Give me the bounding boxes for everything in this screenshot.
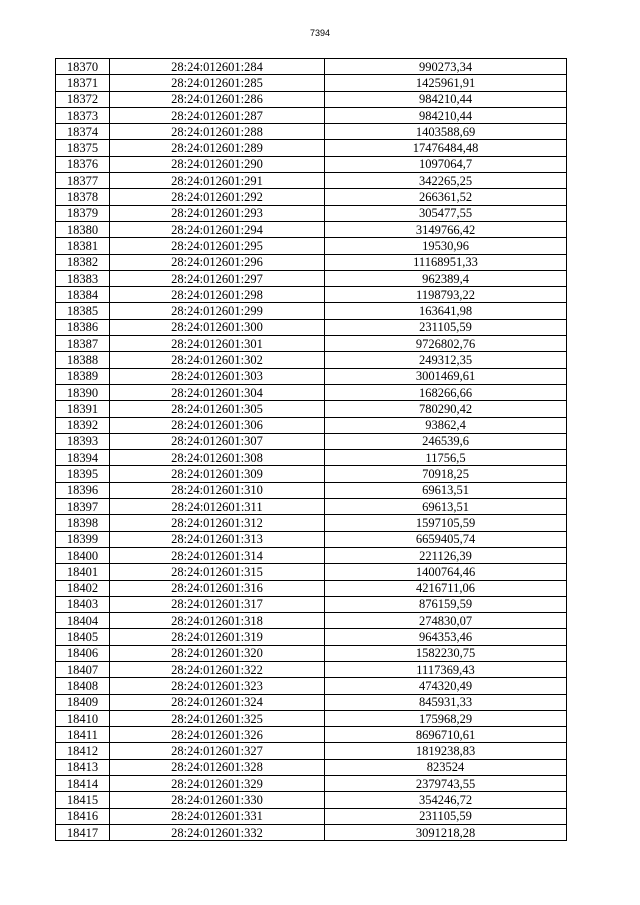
- cadastral-number-cell: 28:24:012601:302: [110, 352, 325, 368]
- cadastral-number-cell: 28:24:012601:324: [110, 694, 325, 710]
- value-cell: 1425961,91: [325, 75, 567, 91]
- row-number-cell: 18377: [56, 173, 110, 189]
- value-cell: 964353,46: [325, 629, 567, 645]
- cadastral-number-cell: 28:24:012601:299: [110, 303, 325, 319]
- value-cell: 69613,51: [325, 482, 567, 498]
- cadastral-number-cell: 28:24:012601:285: [110, 75, 325, 91]
- value-cell: 17476484,48: [325, 140, 567, 156]
- value-cell: 93862,4: [325, 417, 567, 433]
- table-row: [56, 173, 567, 189]
- table-row: [56, 824, 567, 840]
- table-row: [56, 792, 567, 808]
- row-number-cell: 18398: [56, 515, 110, 531]
- value-cell: 1198793,22: [325, 287, 567, 303]
- cadastral-number-cell: 28:24:012601:327: [110, 743, 325, 759]
- cadastral-number-cell: 28:24:012601:332: [110, 824, 325, 840]
- cadastral-number-cell: 28:24:012601:295: [110, 238, 325, 254]
- table-row: [56, 368, 567, 384]
- row-number-cell: 18411: [56, 727, 110, 743]
- row-number-cell: 18417: [56, 824, 110, 840]
- value-cell: 246539,6: [325, 433, 567, 449]
- row-number-cell: 18393: [56, 433, 110, 449]
- table-row: [56, 189, 567, 205]
- row-number-cell: 18402: [56, 580, 110, 596]
- cadastral-number-cell: 28:24:012601:306: [110, 417, 325, 433]
- cadastral-number-cell: 28:24:012601:315: [110, 564, 325, 580]
- cadastral-number-cell: 28:24:012601:309: [110, 466, 325, 482]
- cadastral-number-cell: 28:24:012601:287: [110, 107, 325, 123]
- row-number-cell: 18405: [56, 629, 110, 645]
- table-row: [56, 450, 567, 466]
- cadastral-number-cell: 28:24:012601:310: [110, 482, 325, 498]
- table-row: [56, 531, 567, 547]
- cadastral-number-cell: 28:24:012601:331: [110, 808, 325, 824]
- cadastral-number-cell: 28:24:012601:307: [110, 433, 325, 449]
- table-body: [56, 59, 567, 841]
- table-row: [56, 433, 567, 449]
- cadastral-number-cell: 28:24:012601:288: [110, 124, 325, 140]
- cadastral-number-cell: 28:24:012601:314: [110, 547, 325, 563]
- table-row: [56, 759, 567, 775]
- cadastral-number-cell: 28:24:012601:325: [110, 710, 325, 726]
- table-row: [56, 580, 567, 596]
- table-row: [56, 564, 567, 580]
- value-cell: 163641,98: [325, 303, 567, 319]
- value-cell: 274830,07: [325, 613, 567, 629]
- cadastral-number-cell: 28:24:012601:291: [110, 173, 325, 189]
- value-cell: 984210,44: [325, 107, 567, 123]
- table-row: [56, 107, 567, 123]
- cadastral-number-cell: 28:24:012601:292: [110, 189, 325, 205]
- table-row: [56, 727, 567, 743]
- cadastral-number-cell: 28:24:012601:284: [110, 59, 325, 75]
- table-row: [56, 270, 567, 286]
- cadastral-number-cell: 28:24:012601:304: [110, 384, 325, 400]
- value-cell: 231105,59: [325, 319, 567, 335]
- value-cell: 305477,55: [325, 205, 567, 221]
- cadastral-number-cell: 28:24:012601:318: [110, 613, 325, 629]
- row-number-cell: 18415: [56, 792, 110, 808]
- value-cell: 780290,42: [325, 401, 567, 417]
- value-cell: 70918,25: [325, 466, 567, 482]
- table-row: [56, 401, 567, 417]
- row-number-cell: 18403: [56, 596, 110, 612]
- value-cell: 845931,33: [325, 694, 567, 710]
- row-number-cell: 18387: [56, 336, 110, 352]
- value-cell: 11756,5: [325, 450, 567, 466]
- value-cell: 69613,51: [325, 499, 567, 515]
- row-number-cell: 18392: [56, 417, 110, 433]
- row-number-cell: 18372: [56, 91, 110, 107]
- cadastral-number-cell: 28:24:012601:303: [110, 368, 325, 384]
- value-cell: 990273,34: [325, 59, 567, 75]
- row-number-cell: 18380: [56, 221, 110, 237]
- value-cell: 984210,44: [325, 91, 567, 107]
- cadastral-number-cell: 28:24:012601:296: [110, 254, 325, 270]
- value-cell: 231105,59: [325, 808, 567, 824]
- row-number-cell: 18391: [56, 401, 110, 417]
- row-number-cell: 18383: [56, 270, 110, 286]
- row-number-cell: 18384: [56, 287, 110, 303]
- row-number-cell: 18407: [56, 661, 110, 677]
- table-row: [56, 678, 567, 694]
- cadastral-number-cell: 28:24:012601:326: [110, 727, 325, 743]
- cadastral-number-cell: 28:24:012601:329: [110, 776, 325, 792]
- row-number-cell: 18409: [56, 694, 110, 710]
- row-number-cell: 18397: [56, 499, 110, 515]
- cadastral-number-cell: 28:24:012601:286: [110, 91, 325, 107]
- cadastral-number-cell: 28:24:012601:319: [110, 629, 325, 645]
- value-cell: 3149766,42: [325, 221, 567, 237]
- value-cell: 474320,49: [325, 678, 567, 694]
- table-row: [56, 613, 567, 629]
- value-cell: 8696710,61: [325, 727, 567, 743]
- table-row: [56, 384, 567, 400]
- page-number: 7394: [309, 28, 331, 38]
- row-number-cell: 18373: [56, 107, 110, 123]
- row-number-cell: 18388: [56, 352, 110, 368]
- table-row: [56, 238, 567, 254]
- cadastral-number-cell: 28:24:012601:330: [110, 792, 325, 808]
- value-cell: 876159,59: [325, 596, 567, 612]
- table-row: [56, 515, 567, 531]
- table-row: [56, 629, 567, 645]
- cadastral-number-cell: 28:24:012601:312: [110, 515, 325, 531]
- row-number-cell: 18382: [56, 254, 110, 270]
- table-row: [56, 466, 567, 482]
- value-cell: 168266,66: [325, 384, 567, 400]
- table-row: [56, 808, 567, 824]
- row-number-cell: 18376: [56, 156, 110, 172]
- row-number-cell: 18401: [56, 564, 110, 580]
- value-cell: 6659405,74: [325, 531, 567, 547]
- value-cell: 1400764,46: [325, 564, 567, 580]
- row-number-cell: 18394: [56, 450, 110, 466]
- row-number-cell: 18395: [56, 466, 110, 482]
- row-number-cell: 18408: [56, 678, 110, 694]
- value-cell: 19530,96: [325, 238, 567, 254]
- cadastral-number-cell: 28:24:012601:320: [110, 645, 325, 661]
- cadastral-number-cell: 28:24:012601:300: [110, 319, 325, 335]
- value-cell: 3001469,61: [325, 368, 567, 384]
- value-cell: 221126,39: [325, 547, 567, 563]
- table-row: [56, 645, 567, 661]
- value-cell: 266361,52: [325, 189, 567, 205]
- table-row: [56, 205, 567, 221]
- value-cell: 823524: [325, 759, 567, 775]
- row-number-cell: 18375: [56, 140, 110, 156]
- row-number-cell: 18386: [56, 319, 110, 335]
- cadastral-number-cell: 28:24:012601:290: [110, 156, 325, 172]
- row-number-cell: 18416: [56, 808, 110, 824]
- row-number-cell: 18381: [56, 238, 110, 254]
- value-cell: 1582230,75: [325, 645, 567, 661]
- cadastral-number-cell: 28:24:012601:323: [110, 678, 325, 694]
- value-cell: 962389,4: [325, 270, 567, 286]
- cadastral-value-table: [55, 58, 567, 841]
- value-cell: 3091218,28: [325, 824, 567, 840]
- cadastral-number-cell: 28:24:012601:316: [110, 580, 325, 596]
- cadastral-number-cell: 28:24:012601:298: [110, 287, 325, 303]
- table-row: [56, 303, 567, 319]
- table-row: [56, 91, 567, 107]
- table-row: [56, 417, 567, 433]
- table-row: [56, 596, 567, 612]
- table-row: [56, 140, 567, 156]
- value-cell: 175968,29: [325, 710, 567, 726]
- cadastral-number-cell: 28:24:012601:293: [110, 205, 325, 221]
- cadastral-number-cell: 28:24:012601:311: [110, 499, 325, 515]
- value-cell: 249312,35: [325, 352, 567, 368]
- row-number-cell: 18413: [56, 759, 110, 775]
- cadastral-number-cell: 28:24:012601:289: [110, 140, 325, 156]
- row-number-cell: 18396: [56, 482, 110, 498]
- row-number-cell: 18390: [56, 384, 110, 400]
- row-number-cell: 18370: [56, 59, 110, 75]
- table-row: [56, 499, 567, 515]
- row-number-cell: 18389: [56, 368, 110, 384]
- cadastral-number-cell: 28:24:012601:322: [110, 661, 325, 677]
- row-number-cell: 18374: [56, 124, 110, 140]
- row-number-cell: 18385: [56, 303, 110, 319]
- table-row: [56, 124, 567, 140]
- table-row: [56, 287, 567, 303]
- table-row: [56, 776, 567, 792]
- value-cell: 1097064,7: [325, 156, 567, 172]
- table-row: [56, 743, 567, 759]
- value-cell: 9726802,76: [325, 336, 567, 352]
- table-row: [56, 319, 567, 335]
- table-row: [56, 482, 567, 498]
- value-cell: 4216711,06: [325, 580, 567, 596]
- table-row: [56, 254, 567, 270]
- value-cell: 1819238,83: [325, 743, 567, 759]
- row-number-cell: 18371: [56, 75, 110, 91]
- table-row: [56, 352, 567, 368]
- table-row: [56, 75, 567, 91]
- cadastral-number-cell: 28:24:012601:313: [110, 531, 325, 547]
- table-row: [56, 694, 567, 710]
- row-number-cell: 18399: [56, 531, 110, 547]
- cadastral-number-cell: 28:24:012601:308: [110, 450, 325, 466]
- value-cell: 1597105,59: [325, 515, 567, 531]
- cadastral-number-cell: 28:24:012601:305: [110, 401, 325, 417]
- value-cell: 11168951,33: [325, 254, 567, 270]
- table-row: [56, 547, 567, 563]
- cadastral-number-cell: 28:24:012601:301: [110, 336, 325, 352]
- row-number-cell: 18410: [56, 710, 110, 726]
- row-number-cell: 18412: [56, 743, 110, 759]
- row-number-cell: 18404: [56, 613, 110, 629]
- cadastral-number-cell: 28:24:012601:328: [110, 759, 325, 775]
- table-row: [56, 221, 567, 237]
- value-cell: 354246,72: [325, 792, 567, 808]
- value-cell: 342265,25: [325, 173, 567, 189]
- cadastral-number-cell: 28:24:012601:294: [110, 221, 325, 237]
- cadastral-number-cell: 28:24:012601:317: [110, 596, 325, 612]
- row-number-cell: 18406: [56, 645, 110, 661]
- table-row: [56, 336, 567, 352]
- row-number-cell: 18379: [56, 205, 110, 221]
- cadastral-number-cell: 28:24:012601:297: [110, 270, 325, 286]
- table-row: [56, 59, 567, 75]
- table-row: [56, 156, 567, 172]
- table-row: [56, 710, 567, 726]
- value-cell: 2379743,55: [325, 776, 567, 792]
- row-number-cell: 18378: [56, 189, 110, 205]
- value-cell: 1117369,43: [325, 661, 567, 677]
- value-cell: 1403588,69: [325, 124, 567, 140]
- row-number-cell: 18414: [56, 776, 110, 792]
- table-row: [56, 661, 567, 677]
- row-number-cell: 18400: [56, 547, 110, 563]
